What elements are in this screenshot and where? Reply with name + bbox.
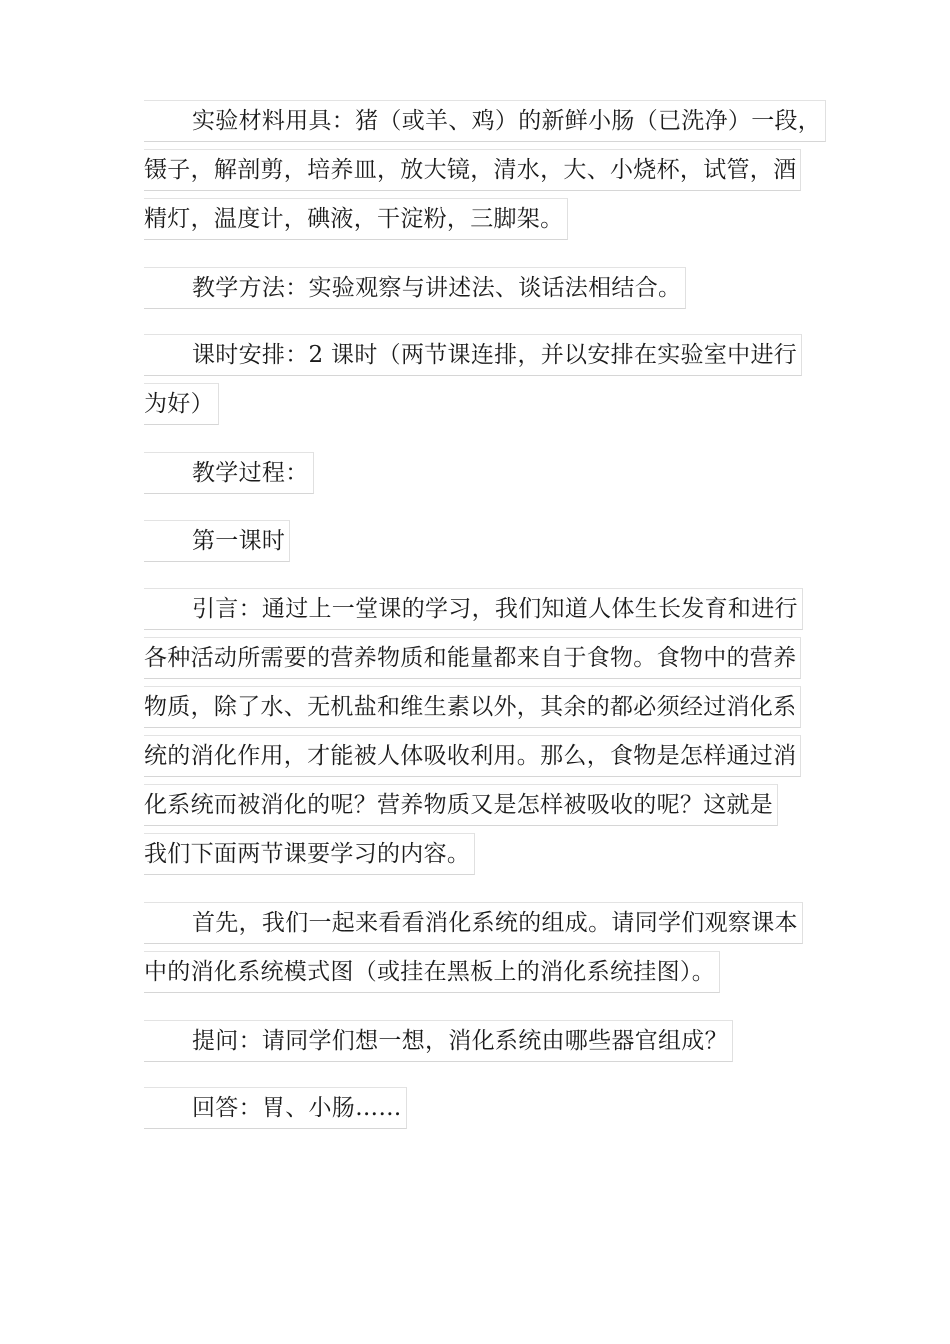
text-line: 为好） xyxy=(144,383,219,425)
text-line: 物质，除了水、无机盐和维生素以外，其余的都必须经过消化系 xyxy=(144,686,801,728)
text-line: 精灯，温度计，碘液，干淀粉，三脚架。 xyxy=(144,198,568,240)
text-line: 化系统而被消化的呢？营养物质又是怎样被吸收的呢？这就是 xyxy=(144,784,778,826)
text-line: 中的消化系统模式图（或挂在黑板上的消化系统挂图）。 xyxy=(144,951,720,993)
text-line: 实验材料用具：猪（或羊、鸡）的新鲜小肠（已洗净）一段， xyxy=(144,100,826,142)
paragraph-digestive-system xyxy=(144,902,816,1000)
paragraph-teaching-method xyxy=(144,267,816,316)
text-line: 第一课时 xyxy=(144,520,290,562)
text-line: 教学方法：实验观察与讲述法、谈话法相结合。 xyxy=(144,267,686,309)
text-line: 教学过程： xyxy=(144,452,314,494)
text-line: 我们下面两节课要学习的内容。 xyxy=(144,833,475,875)
paragraph-first-lesson xyxy=(144,520,816,569)
text-line: 统的消化作用，才能被人体吸收利用。那么，食物是怎样通过消 xyxy=(144,735,801,777)
text-line: 首先，我们一起来看看消化系统的组成。请同学们观察课本 xyxy=(144,902,803,944)
text-line: 课时安排：2 课时（两节课连排，并以安排在实验室中进行 xyxy=(144,334,802,376)
paragraph-answer xyxy=(144,1087,816,1136)
text-line: 镊子，解剖剪，培养皿，放大镜，清水，大、小烧杯，试管，酒 xyxy=(144,149,801,191)
text-line: 引言：通过上一堂课的学习，我们知道人体生长发育和进行 xyxy=(144,588,803,630)
text-line: 提问：请同学们想一想，消化系统由哪些器官组成？ xyxy=(144,1020,733,1062)
text-line: 各种活动所需要的营养物质和能量都来自于食物。食物中的营养 xyxy=(144,637,801,679)
text-line: 回答：胃、小肠…… xyxy=(144,1087,407,1129)
paragraph-teaching-process xyxy=(144,452,816,501)
paragraph-schedule xyxy=(144,334,816,432)
paragraph-materials xyxy=(144,100,822,247)
paragraph-question xyxy=(144,1020,816,1069)
paragraph-introduction xyxy=(144,588,816,882)
